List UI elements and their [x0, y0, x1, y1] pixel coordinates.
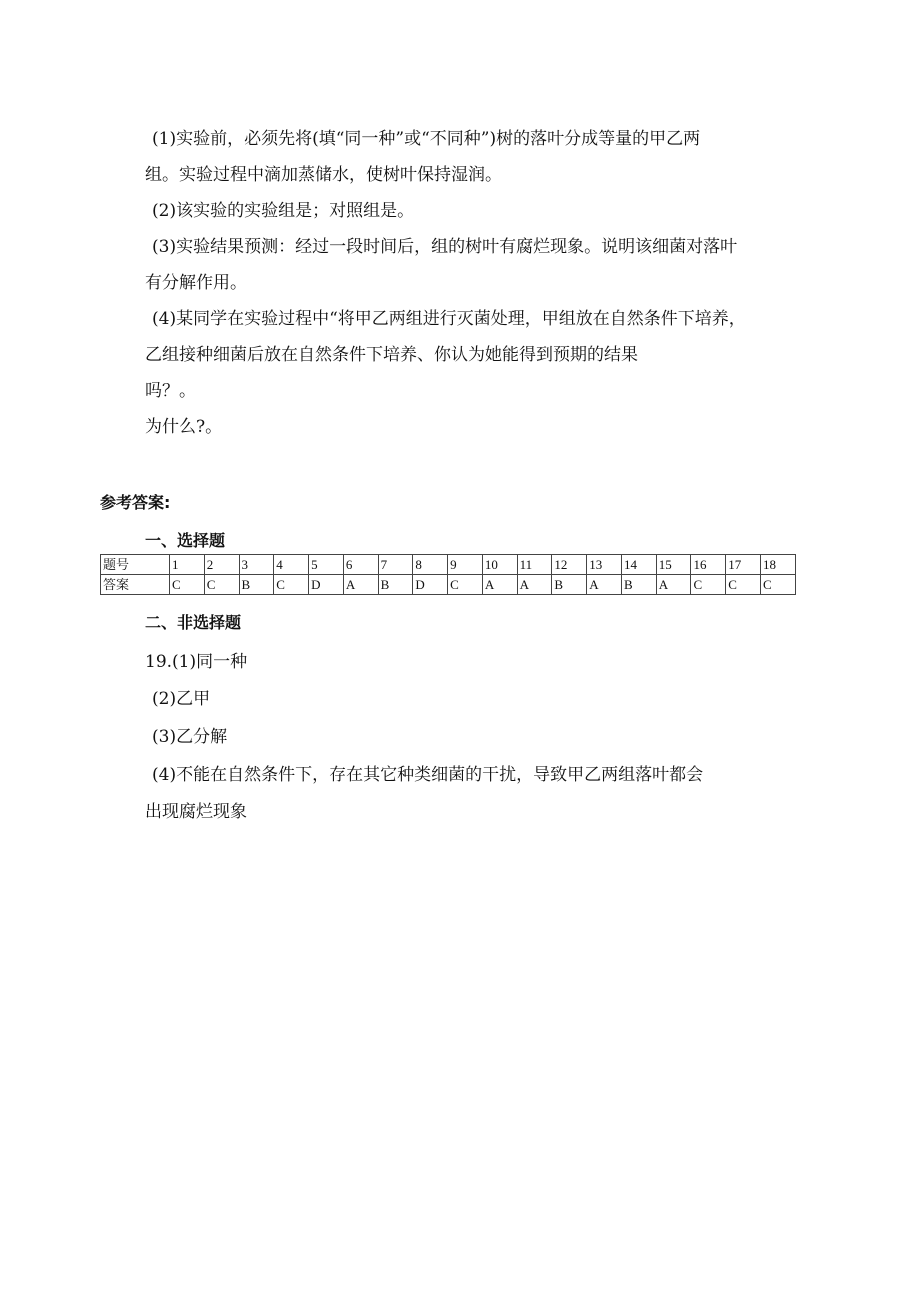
answers-title: 参考答案: [100, 493, 171, 512]
q4-line-1: (4)某同学在实验过程中“将甲乙两组进行灭菌处理，甲组放在自然条件下培养， [152, 309, 746, 329]
table-row-numbers [101, 555, 796, 575]
answer-19-4-line-2: 出现腐烂现象 [145, 802, 247, 822]
q1-line-1: (1)实验前，必须先将(填“同一种”或“不同种”)树的落叶分成等量的甲乙两 [152, 129, 701, 149]
q3-line-2: 有分解作用。 [145, 273, 247, 293]
number-cell: 14 [621, 555, 656, 575]
q1-line-2: 组。实验过程中滴加蒸储水，使树叶保持湿润。 [145, 165, 502, 185]
answer-cell: A [517, 575, 552, 595]
table-row-answers [101, 575, 796, 595]
answer-cell: A [587, 575, 622, 595]
number-cell: 9 [448, 555, 483, 575]
answer-cell: C [691, 575, 726, 595]
number-cell: 2 [204, 555, 239, 575]
number-cell: 16 [691, 555, 726, 575]
section-choice-heading: 一、选择题 [145, 531, 226, 550]
row-label-number: 题号 [101, 555, 170, 575]
answer-cell: C [274, 575, 309, 595]
number-cell: 1 [170, 555, 205, 575]
number-cell: 7 [378, 555, 413, 575]
answer-cell: B [378, 575, 413, 595]
answer-cell: B [621, 575, 656, 595]
number-cell: 3 [239, 555, 274, 575]
answer-19-2: (2)乙甲 [152, 689, 211, 709]
number-cell: 5 [309, 555, 344, 575]
number-cell: 13 [587, 555, 622, 575]
number-cell: 10 [482, 555, 517, 575]
answer-table [100, 554, 796, 595]
answer-cell: C [448, 575, 483, 595]
q4-line-2: 乙组接种细菌后放在自然条件下培养、你认为她能得到预期的结果 [145, 345, 638, 365]
answer-cell: A [656, 575, 691, 595]
answer-cell: B [552, 575, 587, 595]
number-cell: 4 [274, 555, 309, 575]
number-cell: 18 [761, 555, 796, 575]
number-cell: 12 [552, 555, 587, 575]
answer-cell: A [482, 575, 517, 595]
answer-19-1: 19.(1)同一种 [145, 652, 248, 672]
answer-cell: C [726, 575, 761, 595]
answer-cell: B [239, 575, 274, 595]
number-cell: 11 [517, 555, 552, 575]
row-label-answer: 答案 [101, 575, 170, 595]
number-cell: 15 [656, 555, 691, 575]
q3-line-1: (3)实验结果预测：经过一段时间后，组的树叶有腐烂现象。说明该细菌对落叶 [152, 237, 738, 257]
answer-cell: D [309, 575, 344, 595]
answer-cell: C [170, 575, 205, 595]
q2-line: (2)该实验的实验组是；对照组是。 [152, 201, 415, 221]
q4-line-4: 为什么?。 [145, 417, 223, 437]
answer-cell: D [413, 575, 448, 595]
answer-19-4-line-1: (4)不能在自然条件下，存在其它种类细菌的干扰，导致甲乙两组落叶都会 [152, 765, 704, 785]
answer-cell: C [761, 575, 796, 595]
answer-cell: A [343, 575, 378, 595]
answer-cell: C [204, 575, 239, 595]
number-cell: 8 [413, 555, 448, 575]
number-cell: 6 [343, 555, 378, 575]
number-cell: 17 [726, 555, 761, 575]
answer-19-3: (3)乙分解 [152, 727, 228, 747]
q4-line-3: 吗？。 [145, 381, 196, 401]
section-nonchoice-heading: 二、非选择题 [145, 613, 242, 632]
